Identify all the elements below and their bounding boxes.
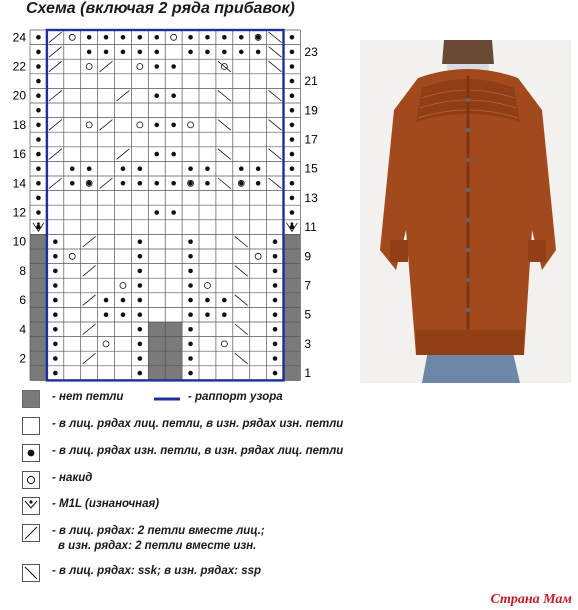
ssk-slash (235, 295, 248, 306)
legend-knit: - в лиц. рядах лиц. петли, в изн. рядах изн. петли (22, 417, 343, 435)
purl-dot (138, 239, 143, 244)
legend-m1l: - M1L (изнаночная) (22, 497, 159, 515)
purl-dot (222, 35, 227, 40)
purl-dot (171, 123, 176, 128)
k2tog-slash (49, 61, 62, 72)
repeat-line-icon (152, 390, 182, 408)
chart-title: Схема (включая 2 ряда прибавок) (26, 0, 295, 17)
yarn-over (171, 34, 177, 40)
purl-dot (53, 371, 58, 376)
purl-dot (138, 298, 143, 303)
purl-dot (290, 108, 295, 113)
purl-dot (188, 298, 193, 303)
purl-dot (205, 35, 210, 40)
purl-dot (154, 35, 159, 40)
purl-dot (290, 181, 295, 186)
purl-dot (138, 166, 143, 171)
purl-dot (188, 166, 193, 171)
row-number-left: 14 (12, 176, 26, 191)
purl-dot (87, 166, 92, 171)
k2tog-slash (83, 236, 96, 247)
k2tog-slash (49, 90, 62, 101)
purl-dot (138, 35, 143, 40)
purl-dot (121, 166, 126, 171)
purl-dot (138, 254, 143, 259)
purl-dot (138, 342, 143, 347)
m1l-dot (37, 222, 40, 225)
yarn-over (69, 253, 75, 259)
purl-dot (36, 64, 41, 69)
purl-dot (188, 181, 193, 186)
row-number-right: 19 (304, 103, 318, 118)
purl-dot (36, 181, 41, 186)
purl-dot (273, 254, 278, 259)
purl-dot (121, 312, 126, 317)
row-number-left: 18 (12, 117, 26, 132)
k2tog-line-2: в изн. рядах: 2 петли вместе изн. (58, 540, 257, 552)
row-number-left: 16 (12, 147, 26, 162)
row-number-right: 15 (304, 161, 318, 176)
purl-dot (188, 312, 193, 317)
purl-dot (36, 166, 41, 171)
purl-dot (188, 269, 193, 274)
purl-dot (138, 327, 143, 332)
row-number-left: 12 (12, 205, 26, 220)
purl-dot (70, 166, 75, 171)
purl-dot (188, 50, 193, 55)
row-number-left: 10 (12, 234, 26, 249)
purl-dot (53, 356, 58, 361)
purl-dot (121, 50, 126, 55)
ssk-slash (235, 266, 248, 277)
purl-dot (53, 298, 58, 303)
purl-dot (290, 93, 295, 98)
ssk-slash (269, 178, 282, 189)
purl-dot (138, 312, 143, 317)
ssk-slash (269, 90, 282, 101)
yarn-over (86, 64, 92, 70)
purl-dot (290, 123, 295, 128)
k2tog-slash (83, 324, 96, 335)
purl-dot (36, 210, 41, 215)
k2tog-line-1: - в лиц. рядах: 2 петли вместе лиц.; (52, 525, 265, 537)
legend-k2tog (22, 524, 265, 554)
k2tog-slash (49, 32, 62, 43)
circle-icon (22, 471, 40, 489)
purl-dot (290, 152, 295, 157)
purl-dot (87, 181, 92, 186)
purl-dot (273, 239, 278, 244)
purl-dot (138, 269, 143, 274)
purl-dot (171, 64, 176, 69)
ssk-slash (218, 120, 231, 131)
purl-dot (36, 123, 41, 128)
purl-dot (273, 342, 278, 347)
m1l-icon (22, 497, 40, 515)
purl-dot (205, 181, 210, 186)
purl-dot (239, 166, 244, 171)
ssk-slash (218, 149, 231, 160)
row-number-left: 24 (12, 30, 26, 45)
purl-dot (205, 50, 210, 55)
yarn-over (255, 253, 261, 259)
purl-dot (36, 93, 41, 98)
row-number-left: 22 (12, 59, 26, 74)
purl-dot (290, 50, 295, 55)
dot-icon (22, 444, 40, 462)
ssk-slash (235, 324, 248, 335)
yarn-over (103, 341, 109, 347)
purl-dot (188, 254, 193, 259)
purl-dot (171, 93, 176, 98)
purl-dot (290, 210, 295, 215)
purl-dot (104, 312, 109, 317)
purl-dot (205, 312, 210, 317)
row-number-right: 5 (304, 307, 312, 322)
k2tog-slash (117, 90, 130, 101)
purl-dot (290, 35, 295, 40)
empty-cell-icon (22, 417, 40, 435)
purl-dot (154, 181, 159, 186)
purl-dot (205, 298, 210, 303)
left-slant-icon (22, 564, 40, 582)
purl-dot (273, 298, 278, 303)
purl-dot (154, 123, 159, 128)
legend-purl: - в лиц. рядах изн. петли, в изн. рядах лиц. петли (22, 444, 343, 462)
legend-no-stitch: - нет петли (22, 390, 123, 408)
k2tog-slash (100, 61, 113, 72)
row-number-left: 4 (19, 322, 26, 337)
purl-dot (154, 93, 159, 98)
purl-dot (154, 152, 159, 157)
purl-dot (256, 181, 261, 186)
purl-dot (222, 50, 227, 55)
purl-dot (239, 35, 244, 40)
k2tog-slash (100, 120, 113, 131)
row-number-right: 7 (304, 278, 312, 293)
purl-dot (256, 50, 261, 55)
purl-dot (290, 166, 295, 171)
watermark: Страна Мам (490, 592, 572, 607)
no-stitch-swatch (22, 390, 40, 408)
purl-dot (87, 50, 92, 55)
right-slant-icon (22, 524, 40, 542)
row-number-left: 20 (12, 88, 26, 103)
purl-dot (53, 342, 58, 347)
legend-yo: - накид (22, 471, 92, 489)
purl-dot (36, 137, 41, 142)
purl-dot (53, 239, 58, 244)
k2tog-slash (83, 353, 96, 364)
purl-dot (256, 166, 261, 171)
purl-dot (290, 79, 295, 84)
k2tog-slash (83, 295, 96, 306)
k2tog-slash (83, 266, 96, 277)
purl-dot (273, 356, 278, 361)
yarn-over (69, 34, 75, 40)
purl-dot (171, 152, 176, 157)
legend-repeat: - раппорт узора (152, 390, 283, 408)
purl-dot (154, 64, 159, 69)
purl-dot (121, 35, 126, 40)
purl-dot (121, 298, 126, 303)
yarn-over (137, 122, 143, 128)
ssk-slash (235, 353, 248, 364)
purl-dot (256, 35, 261, 40)
cardigan-photo (360, 40, 571, 383)
purl-dot (222, 298, 227, 303)
purl-dot (104, 35, 109, 40)
ssk-slash (269, 47, 282, 58)
row-number-right: 17 (304, 132, 318, 147)
k2tog-slash (49, 47, 62, 58)
purl-dot (36, 152, 41, 157)
yarn-over (188, 122, 194, 128)
purl-dot (138, 371, 143, 376)
purl-dot (273, 283, 278, 288)
purl-dot (53, 269, 58, 274)
ssk-slash (218, 178, 231, 189)
purl-dot (188, 327, 193, 332)
ssk-slash (269, 149, 282, 160)
purl-dot (273, 327, 278, 332)
purl-dot (290, 137, 295, 142)
purl-dot (138, 181, 143, 186)
purl-dot (239, 181, 244, 186)
purl-dot (53, 327, 58, 332)
purl-dot (188, 342, 193, 347)
purl-dot (53, 312, 58, 317)
ssk-slash (269, 120, 282, 131)
row-number-left: 8 (19, 263, 26, 278)
legend-ssk: - в лиц. рядах: ssk; в изн. рядах: ssp (22, 564, 261, 582)
k2tog-slash (100, 178, 113, 189)
purl-dot (188, 239, 193, 244)
purl-dot (53, 254, 58, 259)
row-number-right: 1 (304, 366, 312, 381)
row-number-right: 21 (304, 74, 318, 89)
purl-dot (171, 181, 176, 186)
purl-dot (188, 35, 193, 40)
k2tog-slash (49, 120, 62, 131)
purl-dot (70, 181, 75, 186)
ssk-slash (235, 236, 248, 247)
m1l-dot (291, 222, 294, 225)
row-number-right: 9 (304, 249, 312, 264)
row-number-right: 3 (304, 336, 312, 351)
purl-dot (188, 371, 193, 376)
purl-dot (138, 356, 143, 361)
yarn-over (120, 283, 126, 289)
purl-dot (36, 35, 41, 40)
row-number-left: 2 (19, 351, 26, 366)
yarn-over (86, 122, 92, 128)
purl-dot (273, 269, 278, 274)
purl-dot (138, 50, 143, 55)
ssk-slash (269, 32, 282, 43)
row-number-left: 6 (19, 293, 26, 308)
purl-dot (290, 196, 295, 201)
purl-dot (36, 196, 41, 201)
purl-dot (104, 50, 109, 55)
purl-dot (36, 108, 41, 113)
row-number-right: 23 (304, 44, 318, 59)
purl-dot (205, 166, 210, 171)
row-number-right: 11 (304, 220, 317, 235)
row-number-right: 13 (304, 190, 318, 205)
purl-dot (188, 283, 193, 288)
purl-dot (290, 64, 295, 69)
purl-dot (239, 50, 244, 55)
k2tog-slash (49, 149, 62, 160)
purl-dot (104, 298, 109, 303)
purl-dot (273, 312, 278, 317)
purl-dot (138, 283, 143, 288)
purl-dot (273, 371, 278, 376)
purl-dot (154, 210, 159, 215)
purl-dot (53, 283, 58, 288)
purl-dot (121, 181, 126, 186)
yarn-over (137, 64, 143, 70)
purl-dot (87, 35, 92, 40)
purl-dot (154, 50, 159, 55)
purl-dot (222, 312, 227, 317)
k2tog-slash (117, 149, 130, 160)
purl-dot (188, 356, 193, 361)
yarn-over (204, 283, 210, 289)
ssk-slash (218, 61, 231, 72)
ssk-slash (269, 61, 282, 72)
yarn-over (221, 341, 227, 347)
k2tog-slash (49, 178, 62, 189)
purl-dot (36, 79, 41, 84)
purl-dot (171, 210, 176, 215)
purl-dot (36, 50, 41, 55)
ssk-slash (218, 90, 231, 101)
